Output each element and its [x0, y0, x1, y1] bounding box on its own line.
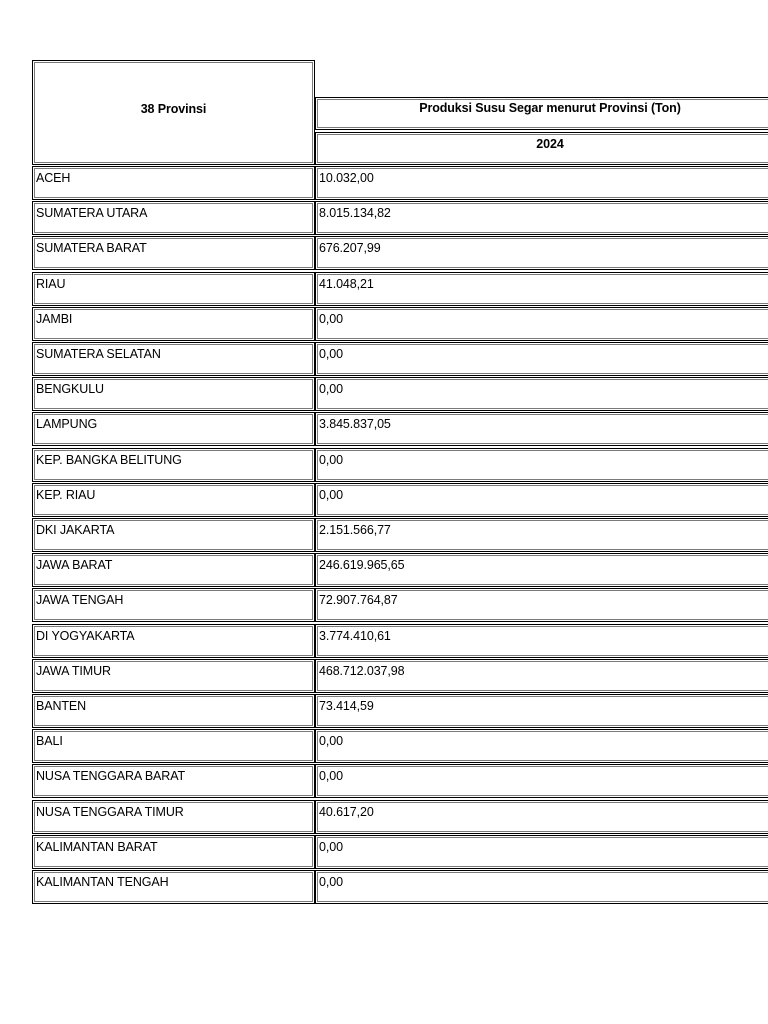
value-cell: 246.619.965,65 — [315, 553, 768, 587]
header-production — [315, 97, 768, 130]
province-cell: NUSA TENGGARA TIMUR — [32, 800, 315, 834]
province-cell: BANTEN — [32, 694, 315, 728]
value-cell: 0,00 — [315, 377, 768, 411]
value-cell: 2.151.566,77 — [315, 518, 768, 552]
province-cell: BALI — [32, 729, 315, 763]
province-cell: RIAU — [32, 272, 315, 306]
table-row — [32, 448, 768, 483]
province-cell: SUMATERA BARAT — [32, 236, 315, 270]
value-cell: 0,00 — [315, 835, 768, 869]
table-row — [32, 870, 768, 905]
table-row — [32, 201, 768, 236]
value-cell: 468.712.037,98 — [315, 659, 768, 693]
province-cell: JAWA TIMUR — [32, 659, 315, 693]
table-row — [32, 764, 768, 799]
table-row — [32, 236, 768, 271]
table-row — [32, 307, 768, 342]
province-cell: DI YOGYAKARTA — [32, 624, 315, 658]
value-cell: 0,00 — [315, 729, 768, 763]
table-row — [32, 412, 768, 447]
table-row — [32, 659, 768, 694]
header-production-label: Produksi Susu Segar menurut Provinsi (Ton) — [419, 101, 681, 115]
header-province — [32, 60, 315, 165]
province-cell: ACEH — [32, 166, 315, 200]
table-row — [32, 624, 768, 659]
value-cell: 0,00 — [315, 870, 768, 904]
value-cell: 3.774.410,61 — [315, 624, 768, 658]
value-cell: 0,00 — [315, 307, 768, 341]
value-cell: 73.414,59 — [315, 694, 768, 728]
province-cell: KEP. RIAU — [32, 483, 315, 517]
value-cell: 10.032,00 — [315, 166, 768, 200]
table-row — [32, 272, 768, 307]
value-cell: 0,00 — [315, 342, 768, 376]
value-cell: 676.207,99 — [315, 236, 768, 270]
table-row — [32, 377, 768, 412]
province-cell: LAMPUNG — [32, 412, 315, 446]
province-cell: KEP. BANGKA BELITUNG — [32, 448, 315, 482]
header-year-label: 2024 — [536, 137, 564, 151]
value-cell: 41.048,21 — [315, 272, 768, 306]
province-cell: KALIMANTAN BARAT — [32, 835, 315, 869]
value-cell: 8.015.134,82 — [315, 201, 768, 235]
province-cell: SUMATERA UTARA — [32, 201, 315, 235]
province-cell: SUMATERA SELATAN — [32, 342, 315, 376]
table-row — [32, 553, 768, 588]
province-cell: NUSA TENGGARA BARAT — [32, 764, 315, 798]
table-row — [32, 483, 768, 518]
province-cell: DKI JAKARTA — [32, 518, 315, 552]
table-row — [32, 166, 768, 201]
province-cell: KALIMANTAN TENGAH — [32, 870, 315, 904]
value-cell: 72.907.764,87 — [315, 588, 768, 622]
value-cell: 0,00 — [315, 764, 768, 798]
header-year — [315, 132, 768, 165]
province-cell: JAMBI — [32, 307, 315, 341]
table-row — [32, 694, 768, 729]
table-row — [32, 800, 768, 835]
table-row — [32, 588, 768, 623]
table-row — [32, 518, 768, 553]
value-cell: 0,00 — [315, 448, 768, 482]
value-cell: 0,00 — [315, 483, 768, 517]
province-cell: JAWA TENGAH — [32, 588, 315, 622]
value-cell: 40.617,20 — [315, 800, 768, 834]
header-province-label: 38 Provinsi — [140, 102, 207, 116]
table-row — [32, 729, 768, 764]
province-cell: JAWA BARAT — [32, 553, 315, 587]
value-cell: 3.845.837,05 — [315, 412, 768, 446]
table-row — [32, 342, 768, 377]
table-row — [32, 835, 768, 870]
province-cell: BENGKULU — [32, 377, 315, 411]
